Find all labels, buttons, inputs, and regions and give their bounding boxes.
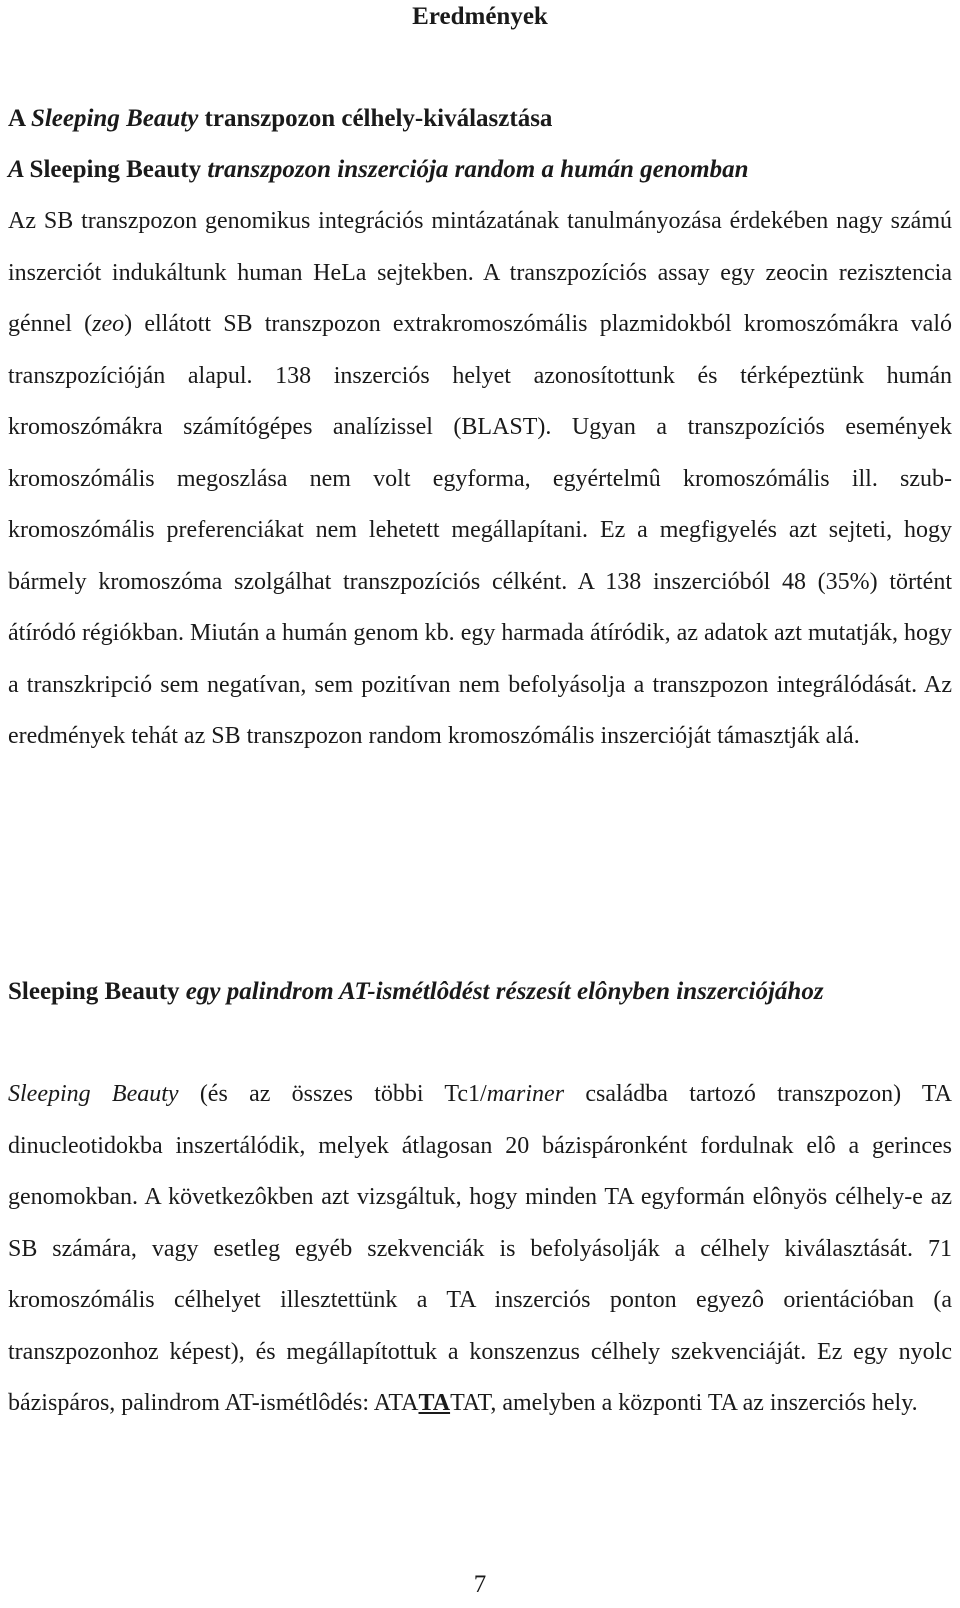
- page-number: 7: [473, 1571, 487, 1598]
- paragraph-2-part3: , amelyben a központi TA az inszerciós hely.: [490, 1390, 918, 1416]
- document-page: [8, 0, 953, 1598]
- paragraph-2-part1: (és az összes többi Tc1/: [178, 1081, 487, 1107]
- subsection-1-plain: Sleeping Beauty: [29, 156, 202, 183]
- sequence-center-ta: TA: [418, 1390, 451, 1416]
- paragraph-2: [8, 1069, 952, 1430]
- page-heading: Eredmények: [412, 3, 548, 30]
- subsection-2-italic: egy palindrom AT-ismétlôdést részesít elônyben inszerciójához: [179, 978, 824, 1005]
- paragraph-2-italic-start: Sleeping Beauty: [8, 1081, 179, 1107]
- subsection-1-prefix: A: [8, 156, 30, 183]
- mariner-family: mariner: [486, 1081, 565, 1107]
- section-title: [8, 103, 552, 135]
- paragraph-1: [8, 196, 952, 763]
- subsection-2-plain: Sleeping Beauty: [8, 978, 180, 1005]
- subsection-1-italic: transzpozon inszerciója random a humán genomban: [201, 156, 749, 183]
- section-title-suffix: transzpozon célhely-kiválasztása: [198, 105, 553, 132]
- paragraph-2-part2: családba tartozó transzpozon) TA dinucleotidokba inszertálódik, melyek átlagosan 20 bázispáronként fordulnak elô a gerinces genomokban. A következôkben azt vizsgáltuk, hogy minden TA egyformán elônyös célhely-e az SB számára, vagy esetleg egyéb szekvenciák is befolyásolják a célhely kiválasztását. 71 kromoszómális célhelyet illesztettünk a TA inszerciós ponton egyezô orientációban (a transzpozonhoz képest), és megállapítottuk a konszenzus célhely szekvenciáját. Ez egy nyolc bázispáros, palindrom AT-ismétlôdés:: [8, 1081, 952, 1416]
- section-title-prefix: A: [8, 105, 31, 132]
- subsection-title-2: [8, 966, 952, 1018]
- zeo-gene: zeo: [92, 311, 125, 337]
- sequence-right: TAT: [450, 1390, 491, 1416]
- section-title-italic: Sleeping Beauty: [30, 105, 199, 132]
- sequence-left: ATA: [373, 1390, 419, 1416]
- paragraph-1-part2: ) ellátott SB transzpozon extrakromoszómális plazmidokból kromoszómákra való transzpozícióján alapul. 138 inszerciós helyet azonosítottunk és térképeztünk humán kromoszómákra számítógépes analízissel (BLAST). Ugyan a transzpozíciós események kromoszómális megoszlása nem volt egyforma, egyértelmû kromoszómális ill. szub-kromoszómális preferenciákat nem lehetett megállapítani. Ez a megfigyelés azt sejteti, hogy bármely kromoszóma szolgálhat transzpozíciós célként. A 138 inszercióból 48 (35%) történt átíródó régiókban. Miután a humán genom kb. egy harmada átíródik, az adatok azt mutatják, hogy a transzkripció sem negatívan, sem pozitívan nem befolyásolja a transzpozon integrálódását. Az eredmények tehát az SB transzpozon random kromoszómális inszercióját támasztják alá.: [8, 311, 953, 749]
- subsection-title-1: [8, 155, 748, 185]
- paragraph-1-part1: Az SB transzpozon genomikus integrációs mintázatának tanulmányozása érdekében nagy számú inszerciót indukáltunk human HeLa sejtekben. A transzpozíciós assay egy zeocin rezisztencia génnel (: [8, 208, 952, 337]
